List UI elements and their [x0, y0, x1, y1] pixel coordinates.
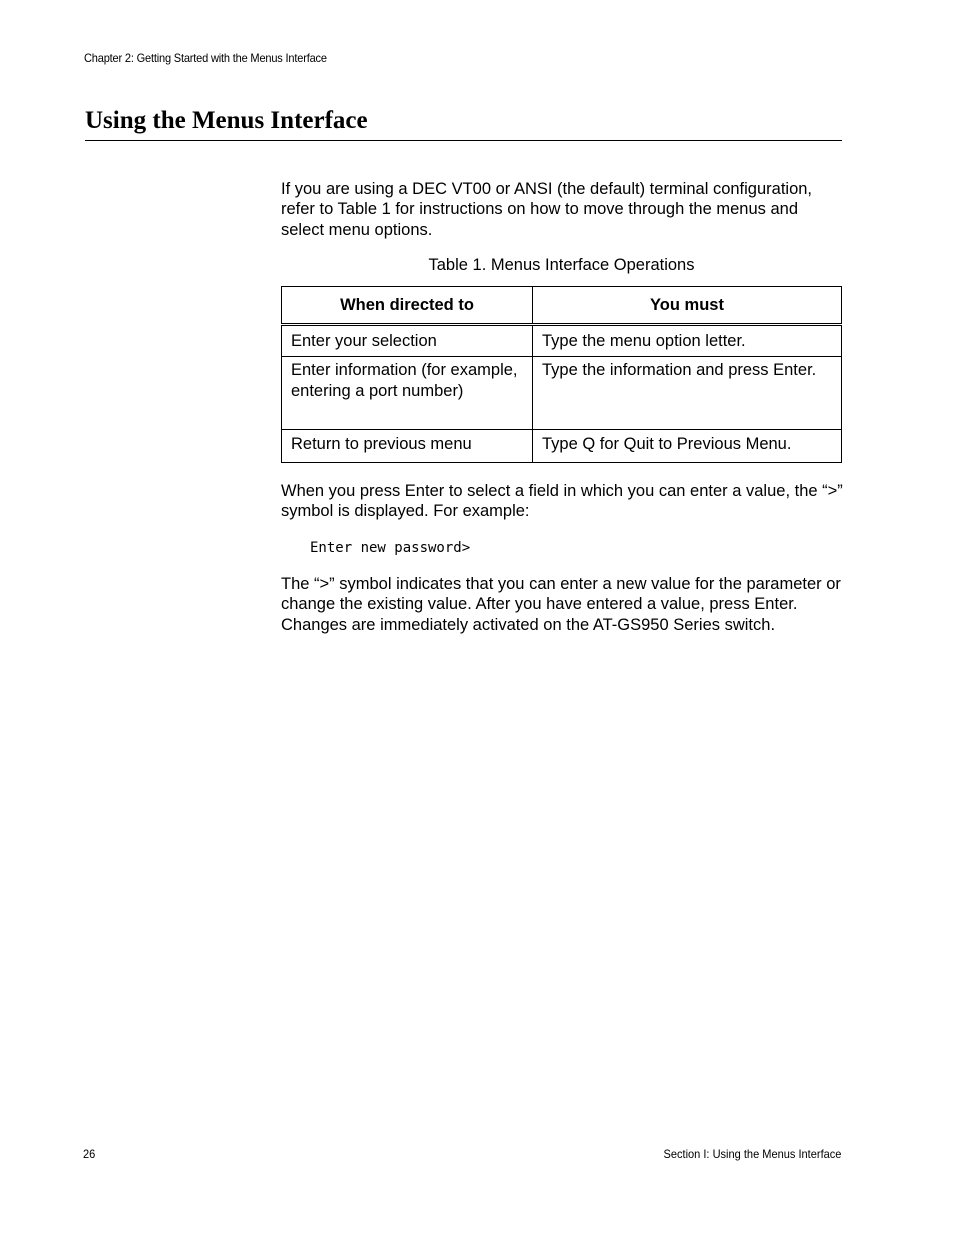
table-cell-action: Type Q for Quit to Previous Menu.	[533, 430, 842, 463]
table-caption: Table 1. Menus Interface Operations	[428, 256, 695, 274]
enter-field-paragraph: When you press Enter to select a field in which you can enter a value, the “>” symbol is displayed. For example:	[281, 482, 843, 521]
table-header-row	[282, 287, 842, 325]
page-number: 26	[83, 1147, 96, 1161]
table-cell-action: Type the information and press Enter.	[533, 357, 842, 430]
column-header-you-must: You must	[533, 287, 842, 325]
table-cell-direction: Enter information (for example, entering a port number)	[282, 357, 533, 430]
running-footer: Section I: Using the Menus Interface	[663, 1147, 841, 1161]
intro-paragraph: If you are using a DEC VT00 or ANSI (the default) terminal configuration, refer to Table 1 for instructions on how to move through the menus and select menu options.	[281, 180, 813, 239]
running-header: Chapter 2: Getting Started with the Menus Interface	[84, 51, 327, 65]
code-example: Enter new password>	[310, 540, 471, 556]
title-divider	[85, 140, 842, 141]
table-cell-direction: Return to previous menu	[282, 430, 533, 463]
table-row	[282, 325, 842, 357]
column-header-when-directed: When directed to	[282, 287, 533, 325]
table-row	[282, 357, 842, 430]
page-title: Using the Menus Interface	[85, 107, 368, 134]
operations-table	[281, 286, 842, 463]
symbol-explanation-paragraph: The “>” symbol indicates that you can enter a new value for the parameter or change the existing value. After you have entered a value, press Enter. Changes are immediately activated on the AT-GS950 Series switch.	[281, 575, 841, 634]
table-cell-direction: Enter your selection	[282, 325, 533, 357]
table-row	[282, 430, 842, 463]
table-cell-action: Type the menu option letter.	[533, 325, 842, 357]
